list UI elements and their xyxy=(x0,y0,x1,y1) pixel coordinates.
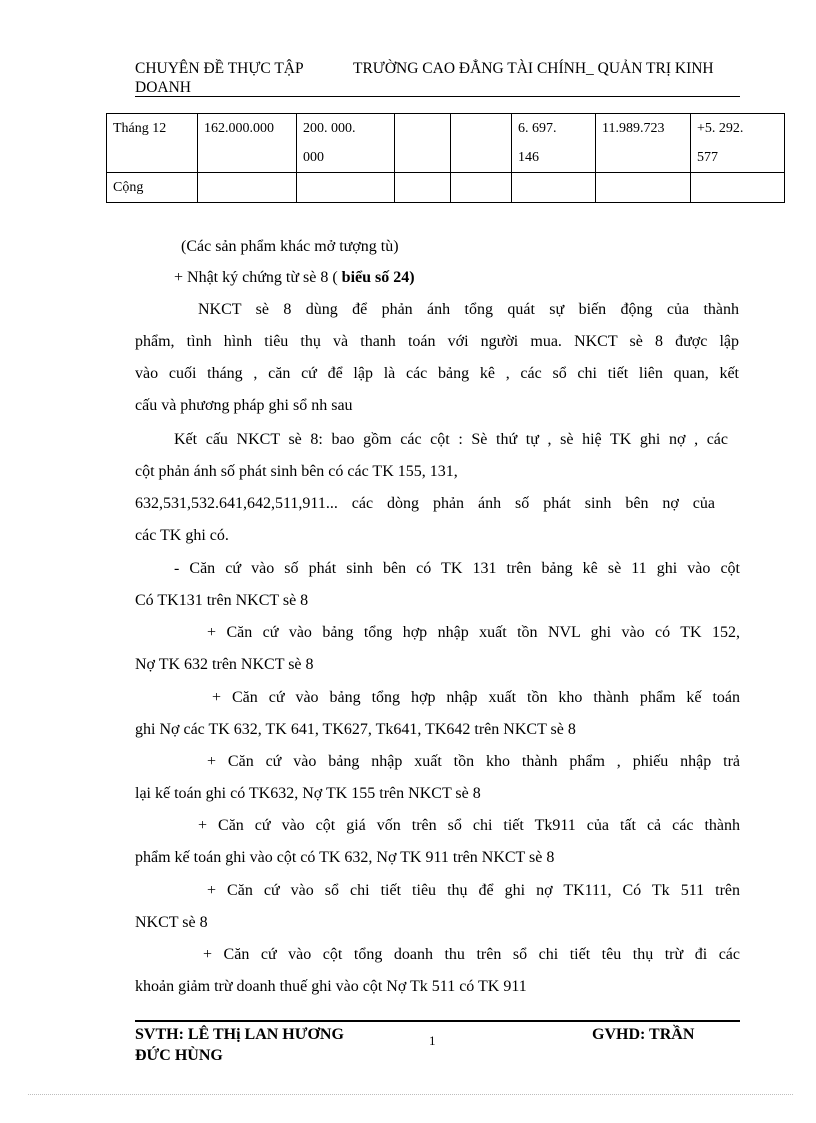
cell xyxy=(691,173,785,203)
text-line: khoản giảm trừ doanh thuế ghi vào cột Nợ Tk 511 có TK 911 xyxy=(135,978,527,995)
footer-supervisor: GVHD: TRẦN xyxy=(592,1026,695,1043)
header-right: TRƯỜNG CAO ĐẲNG TÀI CHÍNH_ QUẢN TRỊ KINH xyxy=(353,60,714,77)
text-line: + Căn cứ vào bảng nhập xuất tồn kho thành phẩm , phiếu nhập trả xyxy=(207,753,740,770)
cell xyxy=(691,114,785,173)
text-line: ghi Nợ các TK 632, TK 641, TK627, Tk641, TK642 trên NKCT sè 8 xyxy=(135,721,576,738)
text-line: Nợ TK 632 trên NKCT sè 8 xyxy=(135,656,314,673)
text-line: các TK ghi có. xyxy=(135,527,229,544)
text-line: NKCT sè 8 dùng để phản ánh tổng quát sự biến động của thành xyxy=(198,301,739,318)
text-line xyxy=(174,266,415,290)
text-line: 632,531,532.641,642,511,911... các dòng phản ánh số phát sinh bên nợ của xyxy=(135,495,715,512)
cell xyxy=(297,114,395,173)
text-run: + Nhật ký chứng từ sè 8 ( xyxy=(174,269,342,286)
text-line: Kết cấu NKCT sè 8: bao gồm các cột : Sè thứ tự , sè hiệ TK ghi nợ , các xyxy=(174,431,728,448)
page-bottom-divider xyxy=(28,1094,793,1095)
row-label: Cộng xyxy=(107,173,198,203)
text-line: + Căn cứ vào cột giá vốn trên sổ chi tiết Tk911 của tất cả các thành xyxy=(198,817,740,834)
cell-line: +5. 292. xyxy=(697,121,744,136)
cell-line: 146 xyxy=(518,150,539,165)
table-row xyxy=(107,173,785,203)
cell xyxy=(395,114,451,173)
text-bold: biểu số 24) xyxy=(341,269,415,286)
cell xyxy=(596,173,691,203)
footer-student: SVTH: LÊ THị LAN HƯƠNG xyxy=(135,1026,344,1043)
text-line: phẩm kế toán ghi vào cột có TK 632, Nợ TK 911 trên NKCT sè 8 xyxy=(135,849,555,866)
cell xyxy=(451,173,512,203)
text-line: phẩm, tình hình tiêu thụ và thanh toán với người mua. NKCT sè 8 được lập xyxy=(135,333,739,350)
cell xyxy=(395,173,451,203)
cell-line: 577 xyxy=(697,150,718,165)
cell xyxy=(451,114,512,173)
cell xyxy=(512,114,596,173)
cell xyxy=(297,173,395,203)
cell-line: 200. 000. xyxy=(303,121,356,136)
text-line: + Căn cứ vào sổ chi tiết tiêu thụ để ghi nợ TK111, Có Tk 511 trên xyxy=(207,882,740,899)
page-number: 1 xyxy=(429,1033,436,1048)
footer-rule xyxy=(135,1020,740,1022)
text-line: Có TK131 trên NKCT sè 8 xyxy=(135,592,309,609)
cell xyxy=(512,173,596,203)
text-line: + Căn cứ vào cột tổng doanh thu trên sổ chi tiết têu thụ trừ đi các xyxy=(203,946,740,963)
row-label: Tháng 12 xyxy=(107,114,198,173)
text-line: + Căn cứ vào bảng tổng hợp nhập xuất tồn NVL ghi vào có TK 152, xyxy=(207,624,740,641)
cell: 162.000.000 xyxy=(198,114,297,173)
text-line: (Các sản phẩm khác mở tượng tù) xyxy=(181,238,399,255)
header-left: CHUYÊN ĐỀ THỰC TẬP xyxy=(135,60,304,77)
header-line2: DOANH xyxy=(135,79,191,96)
footer-line2: ĐỨC HÙNG xyxy=(135,1047,223,1064)
table-row xyxy=(107,114,785,173)
text-line: cấu và phương pháp ghi sổ nh sau xyxy=(135,397,353,414)
cell-line: 000 xyxy=(303,150,324,165)
cell: 11.989.723 xyxy=(596,114,691,173)
cell-line: 6. 697. xyxy=(518,121,557,136)
text-line: - Căn cứ vào số phát sinh bên có TK 131 trên bảng kê sè 11 ghi vào cột xyxy=(174,560,740,577)
text-line: NKCT sè 8 xyxy=(135,914,208,931)
header-rule xyxy=(135,96,740,97)
text-line: vào cuối tháng , căn cứ để lập là các bảng kê , các sổ chi tiết liên quan, kết xyxy=(135,365,739,382)
text-line: lại kế toán ghi có TK632, Nợ TK 155 trên NKCT sè 8 xyxy=(135,785,481,802)
data-table xyxy=(106,113,785,203)
text-line: cột phản ánh số phát sinh bên có các TK 155, 131, xyxy=(135,463,458,480)
cell xyxy=(198,173,297,203)
text-line: + Căn cứ vào bảng tổng hợp nhập xuất tồn kho thành phẩm kế toán xyxy=(212,689,740,706)
